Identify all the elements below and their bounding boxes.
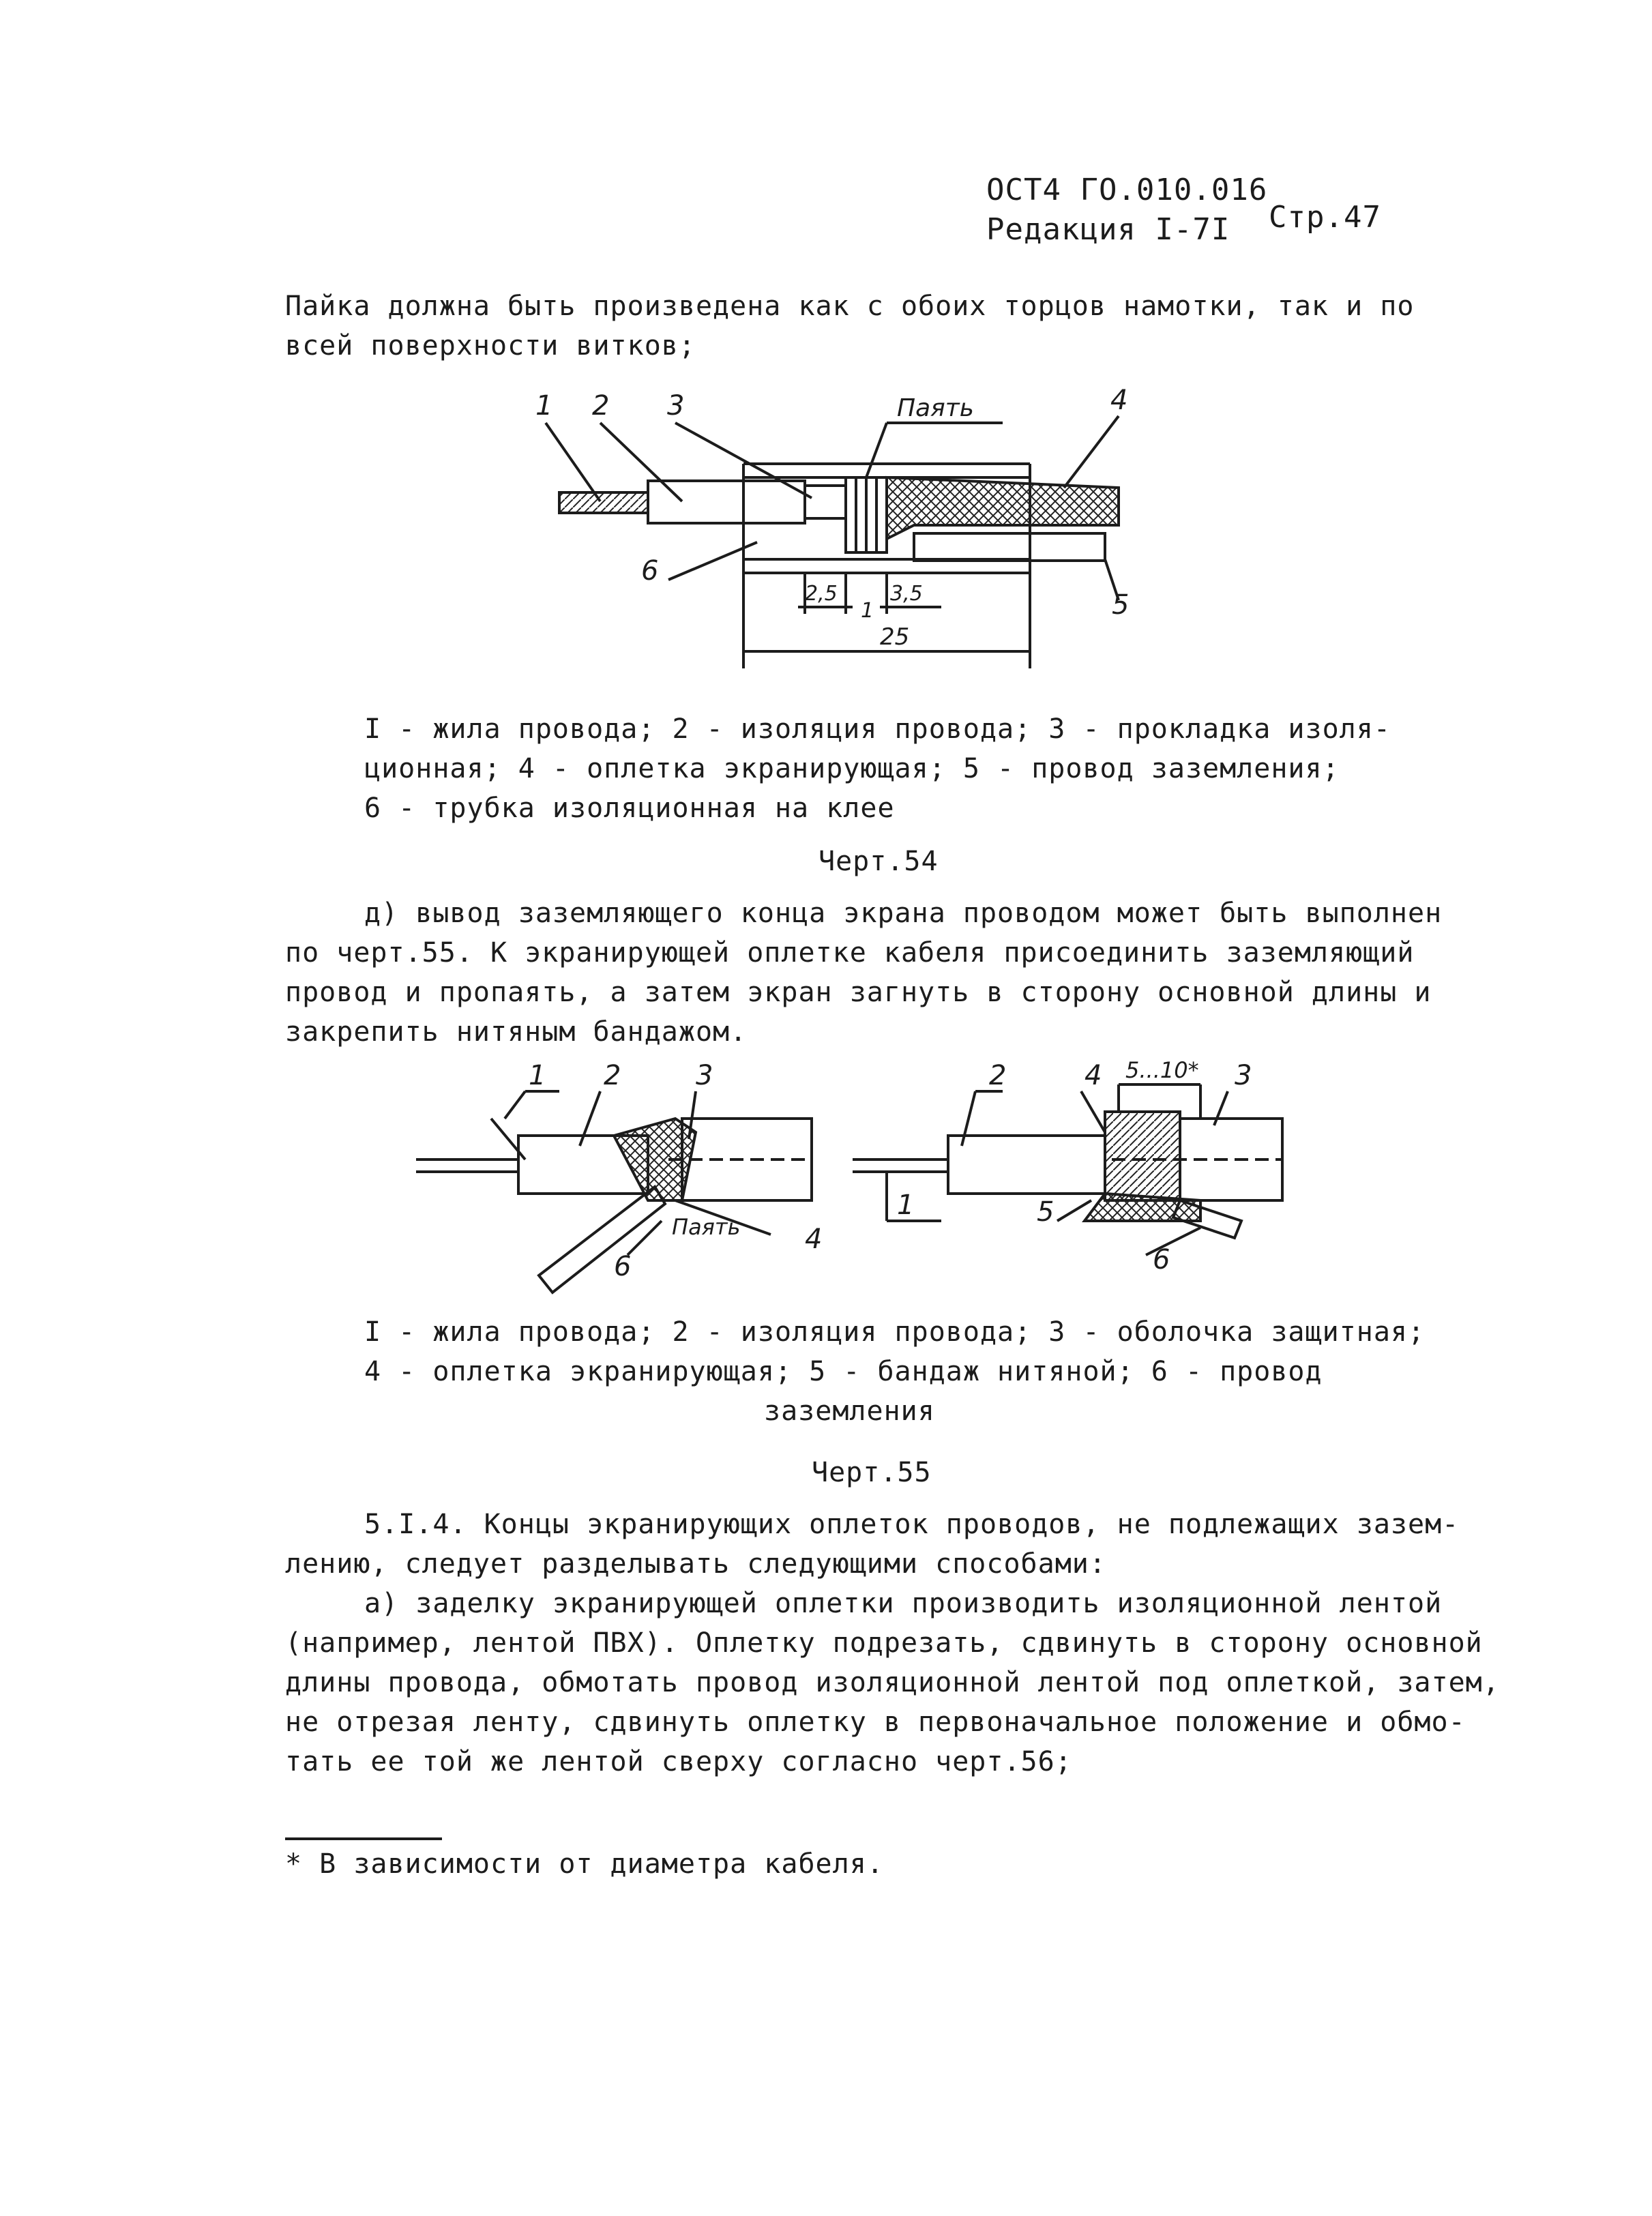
fig55-right-callout-1: 1 [897, 1190, 915, 1221]
fig55-legend-line-1: I - жила провода; 2 - изоляция провода; 3 - оболочка защитная; [364, 1316, 1426, 1348]
section-514-line-4: (например, лентой ПВХ). Оплетку подрезать, сдвинуть в сторону основной [285, 1627, 1483, 1659]
fig55-left-callout-6: 6 [614, 1251, 632, 1282]
page-number: Стр.47 [1269, 200, 1381, 235]
section-514-line-5: длины провода, обмотать провод изоляционной лентой под оплеткой, затем, [285, 1667, 1500, 1698]
fig54-callout-2: 2 [592, 390, 610, 422]
fig55-left-callout-2: 2 [604, 1060, 621, 1091]
fig54-callout-1: 1 [535, 390, 553, 422]
fig54-callout-4: 4 [1110, 385, 1128, 416]
intro-line-1: Пайка должна быть произведена как с обоих торцов намотки, так и по [285, 291, 1415, 322]
fig54-solder-label: Паять [897, 394, 974, 422]
para-d-line-3: провод и пропаять, а затем экран загнуть в сторону основной длины и [285, 977, 1432, 1008]
fig54-caption: Черт.54 [818, 846, 939, 877]
fig55-right-callout-6: 6 [1153, 1244, 1170, 1275]
fig54-legend-line-2: ционная; 4 - оплетка экранирующая; 5 - провод заземления; [364, 753, 1340, 784]
fig54-callout-5: 5 [1112, 589, 1130, 621]
fig54-callout-6: 6 [641, 555, 659, 587]
fig55-legend-line-3: заземления [764, 1395, 935, 1427]
fig55-right-callout-3: 3 [1235, 1060, 1252, 1091]
fig55-left-callout-4: 4 [805, 1224, 823, 1255]
footnote-text: * В зависимости от диаметра кабеля. [285, 1848, 884, 1880]
fig54-legend-line-1: I - жила провода; 2 - изоляция провода; 3 - прокладка изоля- [364, 713, 1391, 745]
fig55-caption: Черт.55 [812, 1457, 932, 1488]
footnote-rule [285, 1837, 442, 1840]
section-514-line-1: 5.I.4. Концы экранирующих оплеток проводов, не подлежащих зазем- [364, 1509, 1460, 1540]
section-514-line-2: лению, следует разделывать следующими способами: [285, 1548, 1106, 1580]
fig55-right-callout-2: 2 [989, 1060, 1007, 1091]
fig55-dim-label: 5...10* [1125, 1057, 1199, 1083]
fig55-right-callout-4: 4 [1085, 1060, 1102, 1091]
fig54-callout-3: 3 [667, 390, 685, 422]
fig55-solder-label: Паять [672, 1214, 741, 1240]
intro-line-2: всей поверхности витков; [285, 330, 696, 361]
para-d-line-4: закрепить нитяным бандажом. [285, 1016, 748, 1048]
section-514-line-7: тать ее той же лентой сверху согласно черт.56; [285, 1746, 1072, 1777]
fig54-legend-line-3: 6 - трубка изоляционная на клее [364, 793, 895, 824]
fig55-right-callout-5: 5 [1037, 1196, 1054, 1228]
fig54-dim-1: 1 [861, 599, 874, 623]
fig55-left-callout-3: 3 [696, 1060, 713, 1091]
section-514-line-3: а) заделку экранирующей оплетки производить изоляционной лентой [364, 1588, 1443, 1619]
section-514-line-6: не отрезая ленту, сдвинуть оплетку в первоначальное положение и обмо- [285, 1707, 1466, 1738]
para-d-line-2: по черт.55. К экранирующей оплетке кабеля присоединить заземляющий [285, 937, 1415, 969]
fig54-dim-3-5: 3,5 [890, 582, 923, 606]
edition-label: Редакция I-7I [986, 212, 1230, 247]
fig55-legend-line-2: 4 - оплетка экранирующая; 5 - бандаж нитяной; 6 - провод [364, 1356, 1323, 1387]
document-code: ОСТ4 ГО.010.016 [986, 173, 1268, 207]
fig54-dim-25: 25 [880, 623, 910, 651]
para-d-line-1: д) вывод заземляющего конца экрана проводом может быть выполнен [364, 898, 1443, 929]
fig55-left-callout-1: 1 [529, 1060, 546, 1091]
fig54-dim-2-5: 2,5 [805, 582, 838, 606]
